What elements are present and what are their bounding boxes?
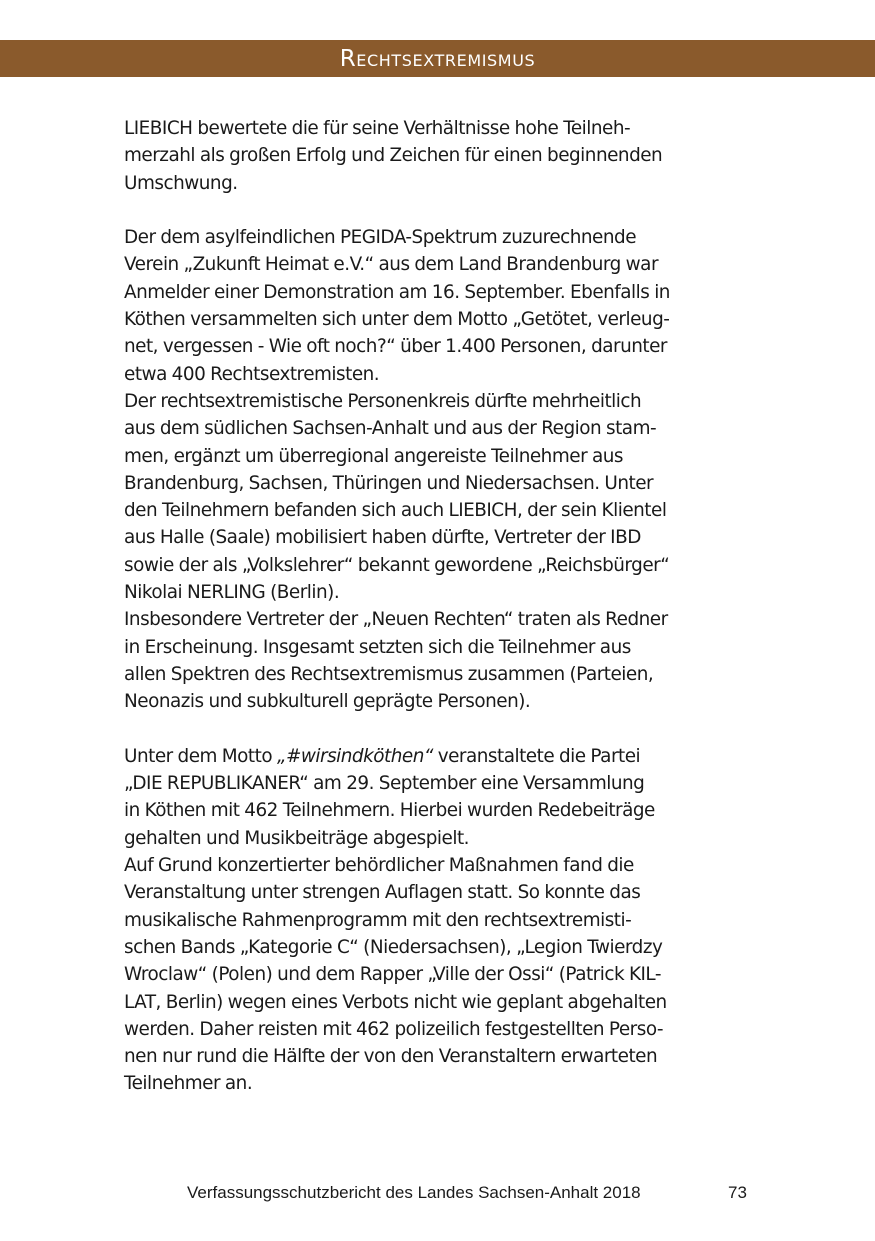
text-line: nen nur rund die Hälfte der von den Veranstaltern erwarteten: [124, 1046, 658, 1068]
paragraph-2: [124, 224, 754, 388]
text-line: „DIE REPUBLIKANER“ am 29. September eine Versammlung: [124, 773, 645, 795]
footer-title: Verfassungsschutzbericht des Landes Sachsen-Anhalt 2018: [187, 1183, 641, 1202]
page-number: 73: [728, 1183, 747, 1202]
text-fragment: veranstaltete die Partei: [432, 745, 641, 767]
text-line: Wroclaw“ (Polen) und dem Rapper „Ville der Ossi“ (Patrick KIL-: [124, 964, 661, 986]
text-line: aus dem südlichen Sachsen-Anhalt und aus der Region stam-: [124, 418, 657, 440]
text-line: sowie der als „Volkslehrer“ bekannt gewordene „Reichsbürger“: [124, 554, 670, 576]
body-text: [124, 115, 754, 1098]
text-line: Nikolai NERLING (Berlin).: [124, 582, 340, 604]
paragraph-5: [124, 743, 754, 852]
chapter-title: Rechtsextremismus: [339, 46, 536, 72]
text-line: Verein „Zukunft Heimat e.V.“ aus dem Land Brandenburg war: [124, 254, 659, 276]
text-line: Der rechtsextremistische Personenkreis dürfte mehrheitlich: [124, 390, 642, 412]
paragraph-4: [124, 606, 754, 715]
paragraph-3: [124, 388, 754, 606]
text-line: Insbesondere Vertreter der „Neuen Rechten“ traten als Redner: [124, 609, 668, 631]
text-line: net, vergessen - Wie oft noch?“ über 1.400 Personen, darunter: [124, 336, 667, 358]
text-line: den Teilnehmern befanden sich auch LIEBICH, der sein Klientel: [124, 500, 667, 522]
text-line: allen Spektren des Rechtsextremismus zusammen (Parteien,: [124, 663, 654, 685]
text-line: Umschwung.: [124, 172, 238, 194]
text-line: [124, 743, 754, 770]
text-line: in Erscheinung. Insgesamt setzten sich die Teilnehmer aus: [124, 636, 631, 658]
text-line: Veranstaltung unter strengen Auflagen statt. So konnte das: [124, 882, 641, 904]
text-line: musikalische Rahmenprogramm mit den rechtsextremisti-: [124, 909, 632, 931]
text-line: LIEBICH bewertete die für seine Verhältnisse hohe Teilneh-: [124, 118, 631, 139]
paragraph-6: [124, 852, 754, 1098]
text-line: Brandenburg, Sachsen, Thüringen und Niedersachsen. Unter: [124, 472, 654, 494]
chapter-header-bar: [0, 40, 875, 77]
text-line: Der dem asylfeindlichen PEGIDA-Spektrum zuzurechnende: [124, 227, 637, 249]
text-line: schen Bands „Kategorie C“ (Niedersachsen), „Legion Twierdzy: [124, 936, 663, 958]
text-line: aus Halle (Saale) mobilisiert haben dürfte, Vertreter der IBD: [124, 527, 641, 549]
text-line: men, ergänzt um überregional angereiste Teilnehmer aus: [124, 445, 623, 467]
text-line: Köthen versammelten sich unter dem Motto „Getötet, verleug-: [124, 309, 670, 331]
motto-text: „#wirsindköthen“: [276, 745, 433, 767]
text-line: Neonazis und subkulturell geprägte Personen).: [124, 691, 531, 713]
text-line: merzahl als großen Erfolg und Zeichen für einen beginnenden: [124, 145, 663, 167]
text-line: LAT, Berlin) wegen eines Verbots nicht wie geplant abgehalten: [124, 991, 667, 1013]
text-line: werden. Daher reisten mit 462 polizeilich festgestellten Perso-: [124, 1018, 664, 1040]
paragraph-1: [124, 115, 754, 197]
text-line: Anmelder einer Demonstration am 16. September. Ebenfalls in: [124, 281, 670, 303]
text-line: Teilnehmer an.: [124, 1073, 253, 1095]
text-fragment: Unter dem Motto: [124, 745, 277, 767]
text-line: etwa 400 Rechtsextremisten.: [124, 363, 380, 385]
text-line: Auf Grund konzertierter behördlicher Maßnahmen fand die: [124, 855, 634, 877]
text-line: in Köthen mit 462 Teilnehmern. Hierbei wurden Redebeiträge: [124, 800, 655, 822]
paragraph-gap: [124, 197, 754, 224]
text-line: gehalten und Musikbeiträge abgespielt.: [124, 827, 469, 849]
paragraph-gap: [124, 716, 754, 743]
